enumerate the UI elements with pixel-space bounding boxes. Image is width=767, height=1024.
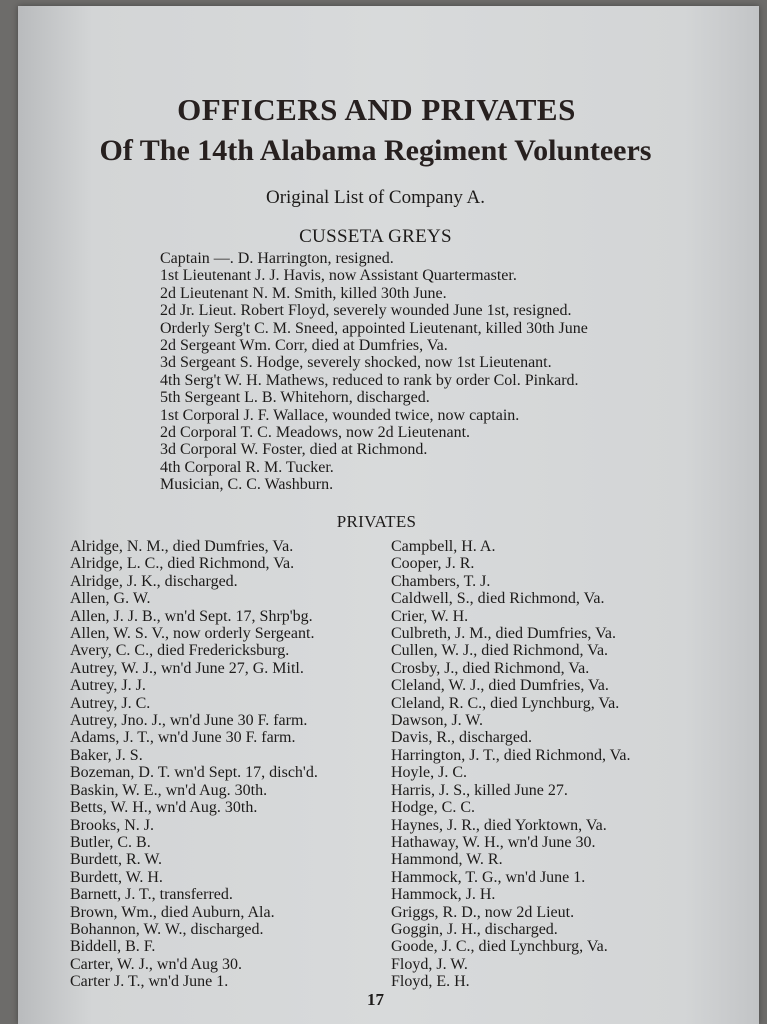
privates-left-column (70, 538, 318, 991)
private-entry: Hathaway, W. H., wn'd June 30. (391, 833, 596, 851)
private-entry: Culbreth, J. M., died Dumfries, Va. (391, 625, 617, 643)
private-entry: Biddell, B. F. (70, 938, 156, 956)
private-entry: Butler, C. B. (70, 833, 151, 851)
page-number: 17 (367, 990, 384, 1009)
officers-list (160, 250, 588, 494)
officer-entry: 2d Lieutenant N. M. Smith, killed 30th June. (160, 284, 447, 302)
private-entry: Griggs, R. D., now 2d Lieut. (391, 903, 575, 921)
private-entry: Chambers, T. J. (391, 572, 491, 590)
private-entry: Goggin, J. H., discharged. (391, 920, 558, 938)
private-entry: Davis, R., discharged. (391, 729, 533, 747)
private-entry: Bozeman, D. T. wn'd Sept. 17, disch'd. (70, 764, 318, 782)
private-entry: Caldwell, S., died Richmond, Va. (391, 590, 605, 608)
officer-entry: 3d Corporal W. Foster, died at Richmond. (160, 441, 428, 459)
private-entry: Cleland, W. J., died Dumfries, Va. (391, 677, 609, 695)
private-entry: Autrey, Jno. J., wn'd June 30 F. farm. (70, 712, 308, 730)
private-entry: Barnett, J. T., transferred. (70, 886, 233, 904)
private-entry: Carter J. T., wn'd June 1. (70, 973, 229, 991)
private-entry: Allen, J. J. B., wn'd Sept. 17, Shrp'bg. (70, 607, 313, 625)
private-entry: Hoyle, J. C. (391, 764, 467, 782)
private-entry: Crier, W. H. (391, 607, 469, 625)
private-entry: Harris, J. S., killed June 27. (391, 781, 568, 799)
officer-entry: 1st Lieutenant J. J. Havis, now Assistant Quartermaster. (160, 267, 517, 285)
officer-entry: 4th Serg't W. H. Mathews, reduced to rank by order Col. Pinkard. (160, 371, 579, 389)
private-entry: Cullen, W. J., died Richmond, Va. (391, 642, 609, 660)
private-entry: Brooks, N. J. (70, 816, 155, 834)
officer-entry: 1st Corporal J. F. Wallace, wounded twice, now captain. (160, 406, 520, 424)
private-entry: Allen, G. W. (70, 590, 151, 608)
private-entry: Bohannon, W. W., discharged. (70, 920, 264, 938)
officer-entry: 5th Sergeant L. B. Whitehorn, discharged. (160, 389, 430, 407)
private-entry: Floyd, E. H. (391, 973, 470, 991)
officer-entry: 3d Sergeant S. Hodge, severely shocked, now 1st Lieutenant. (160, 354, 552, 372)
officer-entry: Captain —. D. Harrington, resigned. (160, 250, 394, 267)
private-entry: Alridge, J. K., discharged. (70, 572, 238, 590)
officer-entry: Musician, C. C. Washburn. (160, 476, 334, 494)
list-title: Original List of Company A. (265, 187, 485, 208)
private-entry: Cleland, R. C., died Lynchburg, Va. (391, 694, 620, 712)
private-entry: Harrington, J. T., died Richmond, Va. (391, 746, 631, 764)
private-entry: Autrey, W. J., wn'd June 27, G. Mitl. (70, 659, 304, 677)
private-entry: Cooper, J. R. (391, 555, 475, 573)
private-entry: Dawson, J. W. (391, 712, 484, 730)
private-entry: Hammock, T. G., wn'd June 1. (391, 868, 586, 886)
private-entry: Brown, Wm., died Auburn, Ala. (70, 903, 275, 921)
officer-entry: 2d Corporal T. C. Meadows, now 2d Lieutenant. (160, 424, 471, 442)
page-subtitle: Of The 14th Alabama Regiment Volunteers (99, 134, 652, 167)
private-entry: Goode, J. C., died Lynchburg, Va. (391, 938, 608, 956)
private-entry: Alridge, L. C., died Richmond, Va. (70, 555, 295, 573)
company-name: CUSSETA GREYS (299, 226, 452, 247)
private-entry: Alridge, N. M., died Dumfries, Va. (70, 538, 294, 555)
private-entry: Burdett, W. H. (70, 868, 163, 886)
page-title: OFFICERS AND PRIVATES (177, 92, 576, 127)
officer-entry: 2d Sergeant Wm. Corr, died at Dumfries, Va. (160, 337, 448, 355)
private-entry: Baker, J. S. (70, 746, 143, 764)
private-entry: Baskin, W. E., wn'd Aug. 30th. (70, 781, 268, 799)
private-entry: Burdett, R. W. (70, 851, 163, 869)
officer-entry: 2d Jr. Lieut. Robert Floyd, severely wounded June 1st, resigned. (160, 302, 572, 320)
private-entry: Hammond, W. R. (391, 851, 503, 869)
private-entry: Autrey, J. J. (70, 677, 146, 695)
private-entry: Campbell, H. A. (391, 538, 496, 555)
private-entry: Hodge, C. C. (391, 799, 475, 817)
private-entry: Haynes, J. R., died Yorktown, Va. (391, 816, 607, 834)
privates-right-column (391, 538, 631, 991)
private-entry: Avery, C. C., died Fredericksburg. (70, 642, 290, 660)
private-entry: Hammock, J. H. (391, 886, 496, 904)
private-entry: Crosby, J., died Richmond, Va. (391, 659, 590, 677)
private-entry: Carter, W. J., wn'd Aug 30. (70, 955, 243, 973)
private-entry: Floyd, J. W. (391, 955, 468, 973)
officer-entry: 4th Corporal R. M. Tucker. (160, 458, 334, 476)
officer-entry: Orderly Serg't C. M. Sneed, appointed Lieutenant, killed 30th June (160, 319, 588, 337)
private-entry: Allen, W. S. V., now orderly Sergeant. (70, 625, 315, 643)
private-entry: Adams, J. T., wn'd June 30 F. farm. (70, 729, 296, 747)
privates-heading: PRIVATES (336, 512, 417, 531)
private-entry: Betts, W. H., wn'd Aug. 30th. (70, 799, 258, 817)
private-entry: Autrey, J. C. (70, 694, 151, 712)
